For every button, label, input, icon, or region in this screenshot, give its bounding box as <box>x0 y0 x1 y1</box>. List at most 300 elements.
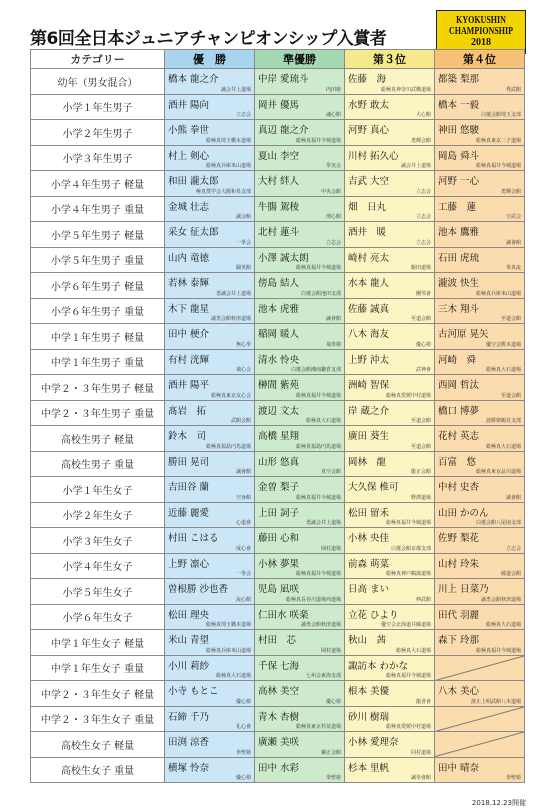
placement-cell <box>345 681 435 707</box>
table-row <box>31 757 525 783</box>
placement-cell <box>165 757 255 783</box>
athlete-name: 米山 青望 <box>168 635 210 646</box>
athlete-name: 田渕 涼香 <box>168 737 210 748</box>
placement-cell <box>255 732 345 758</box>
athlete-name: 都築 梨那 <box>438 74 480 85</box>
placement-cell <box>345 502 435 528</box>
category-cell: 小学３年生女子 <box>31 528 165 554</box>
athlete-name: 崎村 亮太 <box>348 252 390 264</box>
placement-cell <box>345 553 435 579</box>
athlete-name: 小林 夢果 <box>258 558 300 570</box>
placement-cell <box>345 120 435 146</box>
placement-cell <box>435 222 525 248</box>
placement-cell <box>255 502 345 528</box>
table-row <box>31 706 525 732</box>
athlete-name: 花村 英志 <box>438 431 480 442</box>
athlete-name: 北村 蓮斗 <box>258 227 300 238</box>
placement-cell <box>345 477 435 503</box>
table-row <box>31 69 525 95</box>
dojo-name: 総極真大石道場 <box>305 418 341 424</box>
placement-cell <box>165 222 255 248</box>
placement-cell <box>435 630 525 656</box>
athlete-name: 高橋 星翔 <box>258 431 300 442</box>
athlete-name: 村田 芯 <box>258 635 297 646</box>
dojo-name: 武神會 <box>415 367 431 373</box>
dojo-name: 誠会井上道場 <box>400 163 431 169</box>
placement-cell <box>165 145 255 171</box>
placement-cell <box>255 94 345 120</box>
table-row <box>31 171 525 197</box>
category-cell: 中学１年生女子 重量 <box>31 655 165 681</box>
placement-cell <box>435 196 525 222</box>
placement-cell <box>435 298 525 324</box>
dojo-name: 優空会熊本道場 <box>485 341 521 348</box>
placement-cell <box>255 196 345 222</box>
placement-cell <box>255 145 345 171</box>
dojo-name: 拳聖塾 <box>325 775 341 781</box>
athlete-name: 小林 愛理奈 <box>348 737 399 748</box>
dojo-name: 総極真福井今城道場 <box>295 265 341 271</box>
table-row <box>31 222 525 248</box>
placement-cell <box>345 757 435 783</box>
dojo-name: 魂心館 <box>325 112 341 118</box>
dojo-name: 優心塾 <box>325 698 341 705</box>
category-cell: 高校生女子 軽量 <box>31 732 165 758</box>
category-cell: 中学１年生女子 軽量 <box>31 630 165 656</box>
athlete-name: 青木 杏樹 <box>258 711 300 723</box>
placement-cell <box>435 528 525 554</box>
dojo-name: 総極真東京友心会 <box>210 392 251 399</box>
athlete-name: 諏訪本 わかな <box>348 660 409 672</box>
athlete-name: 真辺 龍之介 <box>258 125 309 136</box>
athlete-name: 金城 壮志 <box>168 201 210 213</box>
dojo-name: 総極真兵庫米山道場 <box>205 647 251 654</box>
dojo-name: 一拳会 <box>235 571 251 577</box>
placement-cell <box>165 681 255 707</box>
athlete-name: 川村 拓久心 <box>348 150 399 162</box>
dojo-name: 立志会 <box>415 188 431 195</box>
athlete-name: 日高 まい <box>348 584 390 595</box>
placement-cell <box>165 553 255 579</box>
category-cell: 中学１年生男子 軽量 <box>31 324 165 350</box>
athlete-name: 水野 敢太 <box>348 99 390 111</box>
dojo-name: 勇輝会館 <box>500 188 521 195</box>
table-row <box>31 120 525 146</box>
placement-cell <box>255 630 345 656</box>
dojo-name: 成心會 <box>235 545 251 552</box>
table-row <box>31 298 525 324</box>
dojo-name: 勇誠会井上道場 <box>215 290 251 297</box>
dojo-name: 総極真福島円馬道場 <box>205 443 251 450</box>
athlete-name: 岡林 龍 <box>348 456 387 468</box>
table-row <box>31 732 525 758</box>
placement-cell <box>165 349 255 375</box>
athlete-name: 岡井 優馬 <box>258 99 300 111</box>
table-row <box>31 655 525 681</box>
placement-cell <box>255 655 345 681</box>
event-date: 2018.12.23開催 <box>471 799 526 807</box>
athlete-name: 橋口 博夢 <box>438 405 480 417</box>
table-row <box>31 630 525 656</box>
athlete-name: 木下 龍星 <box>168 303 210 315</box>
dojo-name: 総極真埼玉橋本道場 <box>205 137 251 144</box>
table-row <box>31 324 525 350</box>
table-row <box>31 681 525 707</box>
placement-cell <box>255 324 345 350</box>
dojo-name: 総極真福井今城道場 <box>295 137 341 144</box>
category-cell: 中学２・３年生男子 軽量 <box>31 375 165 401</box>
table-row <box>31 145 525 171</box>
placement-cell <box>255 681 345 707</box>
placement-cell <box>165 706 255 732</box>
athlete-name: 池本 虎雅 <box>258 303 300 315</box>
athlete-name: 中岸 愛琉斗 <box>258 74 309 85</box>
athlete-name: 牛膓 駕稜 <box>258 201 300 213</box>
placement-cell <box>165 528 255 554</box>
athlete-name: 河野 真心 <box>348 125 390 136</box>
athlete-name: 杉本 里帆 <box>348 762 390 774</box>
placement-cell <box>345 426 435 452</box>
header-runner-up: 準優勝 <box>255 50 345 69</box>
category-cell: 小学１年生男子 <box>31 94 165 120</box>
placement-cell <box>435 426 525 452</box>
athlete-name: 佐野 梨花 <box>438 533 480 544</box>
dojo-name: 岡村道場 <box>320 545 341 552</box>
athlete-name: 石締 千乃 <box>168 711 210 723</box>
dojo-name: 立志会 <box>325 239 341 246</box>
athlete-name: 清水 怜央 <box>258 354 300 366</box>
placement-cell <box>255 375 345 401</box>
category-cell: 小学６年生男子 軽量 <box>31 273 165 299</box>
dojo-name: 飛拳塾 <box>325 341 341 348</box>
placement-cell <box>255 553 345 579</box>
placement-cell <box>165 579 255 605</box>
dojo-name: 武館会館 <box>230 418 251 424</box>
table-row <box>31 528 525 554</box>
athlete-name: 橋本 龍之介 <box>168 74 219 85</box>
athlete-name: 田中 水彩 <box>258 762 300 774</box>
dojo-name: 同村道場 <box>410 749 431 756</box>
dojo-name: 勇輝会館 <box>410 137 431 144</box>
header-fourth-place: 第４位 <box>435 50 525 69</box>
placement-cell <box>345 349 435 375</box>
dojo-name: 総極真福井今城道場 <box>295 494 341 501</box>
category-cell: 小学２年生女子 <box>31 502 165 528</box>
athlete-name: 吉武 大空 <box>348 176 390 187</box>
dojo-name: 立志会 <box>415 214 431 220</box>
athlete-name: 佐藤 誠真 <box>348 303 390 315</box>
dojo-name: 誠会館 <box>235 214 251 220</box>
category-cell: 小学４年生男子 軽量 <box>31 171 165 197</box>
dojo-name: 総極真大石道場 <box>485 367 521 373</box>
table-row <box>31 400 525 426</box>
athlete-name: 河野 一心 <box>438 176 480 187</box>
dojo-name: 中央会館 <box>320 188 341 195</box>
placement-cell <box>435 553 525 579</box>
table-row <box>31 247 525 273</box>
dojo-name: 総極真兵庫米山道場 <box>205 163 251 169</box>
athlete-name: 立花 ひより <box>348 609 399 621</box>
dojo-name: 総極真神戸鶴蒲道場 <box>385 571 431 577</box>
dojo-name: 総極真大石道場 <box>485 443 521 450</box>
placement-cell <box>165 655 255 681</box>
placement-cell <box>435 247 525 273</box>
athlete-name: 西岡 哲汰 <box>438 380 480 391</box>
placement-cell <box>165 732 255 758</box>
placement-cell <box>435 324 525 350</box>
dojo-name: 無心拳 <box>235 341 251 348</box>
placement-cell <box>345 196 435 222</box>
dojo-name: 流心館 <box>235 596 251 603</box>
table-row <box>31 426 525 452</box>
placement-cell <box>255 247 345 273</box>
dojo-name: 総極真福井今城道場 <box>475 647 521 654</box>
placement-cell <box>345 400 435 426</box>
placement-cell <box>435 579 525 605</box>
vacant-slash-icon <box>435 656 524 681</box>
category-cell: 小学５年生男子 重量 <box>31 247 165 273</box>
dojo-name: 総極真東京二子道場 <box>475 137 521 144</box>
placement-cell <box>435 375 525 401</box>
dojo-name: 総極真長谷川道場西道場 <box>285 596 341 603</box>
dojo-name: 総極真兵庫米山道場 <box>475 290 521 297</box>
dojo-name: 誠會館 <box>505 239 521 246</box>
logo-line-1: KYOKUSHIN <box>456 15 506 26</box>
category-cell: 小学３年生男子 <box>31 145 165 171</box>
placement-cell <box>345 145 435 171</box>
placement-cell <box>165 451 255 477</box>
category-cell: 中学２・３年生女子 重量 <box>31 706 165 732</box>
dojo-name: 総極真大石道場 <box>215 673 251 679</box>
dojo-name: 立志会 <box>505 545 521 552</box>
athlete-name: 酒井 陽向 <box>168 99 210 111</box>
table-row <box>31 604 525 630</box>
dojo-name: 勇誠会井上道場 <box>305 520 341 526</box>
placement-cell <box>435 477 525 503</box>
table-row <box>31 451 525 477</box>
category-cell: 小学２年生男子 <box>31 120 165 146</box>
athlete-name: 酒井 陽平 <box>168 380 210 391</box>
table-row <box>31 579 525 605</box>
dojo-name: 総極真福井今城道場 <box>385 520 431 526</box>
athlete-name: 橋本 一毅 <box>438 99 480 111</box>
dojo-name: 礼心會 <box>235 724 251 730</box>
athlete-name: 大久保 椎可 <box>348 482 399 493</box>
placement-cell <box>345 528 435 554</box>
dojo-name: 総極真福井今城道場 <box>385 673 431 679</box>
placement-cell <box>165 273 255 299</box>
logo-line-3: 2018 <box>471 37 491 48</box>
placement-cell <box>435 655 525 681</box>
category-cell: 小学４年生男子 重量 <box>31 196 165 222</box>
athlete-name: 稲岡 暖人 <box>258 329 300 340</box>
dojo-name: 総極真福島円馬道場 <box>295 443 341 450</box>
placement-cell <box>165 477 255 503</box>
athlete-name: 鈴木 司 <box>168 431 207 442</box>
placement-cell <box>255 222 345 248</box>
dojo-name: 極真奨学会大阪和泉支部 <box>195 188 251 195</box>
category-cell: 幼年（男女混合） <box>31 69 165 95</box>
athlete-name: 佐藤 海 <box>348 74 387 85</box>
dojo-name: 総極真愛媛中村道場 <box>385 392 431 399</box>
athlete-name: 砂川 樹瑞 <box>348 711 390 723</box>
athlete-name: 根本 美優 <box>348 686 390 697</box>
placement-cell <box>165 69 255 95</box>
dojo-name: 至道会館 <box>500 392 521 399</box>
table-row <box>31 375 525 401</box>
placement-cell <box>165 298 255 324</box>
placement-cell <box>345 273 435 299</box>
athlete-name: 上田 詞子 <box>258 507 300 519</box>
results-table <box>30 49 525 783</box>
athlete-name: 廣瀬 美咲 <box>258 737 300 748</box>
athlete-name: 横塚 怜奈 <box>168 762 210 774</box>
athlete-name: 水本 龍人 <box>348 278 390 289</box>
placement-cell <box>345 655 435 681</box>
athlete-name: 八木 美心 <box>438 686 480 697</box>
athlete-name: 田中 晴奈 <box>438 762 480 774</box>
placement-cell <box>255 706 345 732</box>
dojo-name: 龍者會 <box>415 698 431 705</box>
dojo-name: 至道会館 <box>410 316 431 322</box>
athlete-name: 児島 凪咲 <box>258 584 300 595</box>
athlete-name: 千保 七海 <box>258 660 300 672</box>
athlete-name: 小川 莉紗 <box>168 660 210 672</box>
athlete-name: 上野 沖太 <box>348 354 390 366</box>
dojo-name: 秀武館 <box>505 86 521 93</box>
athlete-name: 榊間 紫苑 <box>258 380 300 391</box>
dojo-name: 誠会井上道場 <box>220 86 251 93</box>
placement-cell <box>165 426 255 452</box>
athlete-name: 八木 海友 <box>348 329 390 340</box>
table-row <box>31 477 525 503</box>
placement-cell <box>345 222 435 248</box>
athlete-name: 勝田 晃司 <box>168 456 210 468</box>
dojo-name: 拳真流 <box>505 265 521 271</box>
athlete-name: 夏山 李空 <box>258 150 300 162</box>
dojo-name: 誠會館 <box>235 469 251 475</box>
vacant-slash-icon <box>435 732 524 757</box>
dojo-name: 立志会 <box>415 239 431 246</box>
dojo-name: 優心塾 <box>415 341 431 348</box>
vacant-slash-icon <box>435 707 524 732</box>
dojo-name: 波勝塾鶴見支部 <box>485 418 521 424</box>
dojo-name: 優空会北海道井藤道場 <box>380 622 431 628</box>
dojo-name: 岡村道場 <box>320 647 341 654</box>
category-cell: 中学２・３年生女子 軽量 <box>31 681 165 707</box>
placement-cell <box>165 375 255 401</box>
placement-cell <box>165 171 255 197</box>
athlete-name: 岸 蔵之介 <box>348 405 390 417</box>
dojo-name: 鋼正会館 <box>320 749 341 756</box>
dojo-name: 至道会館 <box>410 418 431 424</box>
dojo-name: 空身館 <box>235 494 251 501</box>
dojo-name: 伸武館 <box>415 596 431 603</box>
dojo-name: 白蓮会館八尾南支部 <box>475 520 521 526</box>
dojo-name: 総極真福井今城道場 <box>295 571 341 577</box>
athlete-name: 河崎 舜 <box>438 354 477 366</box>
dojo-name: 優心塾 <box>235 775 251 781</box>
placement-cell <box>165 94 255 120</box>
athlete-name: 前森 萌菜 <box>348 558 390 570</box>
dojo-name: 総極真福井今城道場 <box>475 163 521 169</box>
table-header-row <box>31 50 525 69</box>
placement-cell <box>435 349 525 375</box>
dojo-name: 総極真福井今城道場 <box>295 392 341 399</box>
dojo-name: 総極真愛媛中村道場 <box>385 724 431 730</box>
category-cell: 小学６年生男子 重量 <box>31 298 165 324</box>
placement-cell <box>165 120 255 146</box>
placement-cell <box>165 196 255 222</box>
athlete-name: 洲崎 智保 <box>348 380 390 391</box>
dojo-name: 拳実会 <box>325 163 341 169</box>
athlete-name: 小澤 誠太朗 <box>258 252 309 264</box>
dojo-name: 一拳会 <box>235 239 251 246</box>
dojo-name: 至道会館 <box>410 443 431 450</box>
placement-cell <box>345 604 435 630</box>
dojo-name: 総極真東京品川道場 <box>475 469 521 475</box>
athlete-name: 工藤 蓮 <box>438 201 477 213</box>
dojo-name: 誠勇会館秋津道場 <box>210 316 251 322</box>
placement-cell <box>345 171 435 197</box>
athlete-name: 小寺 もとこ <box>168 686 219 697</box>
dojo-name: 拳聖塾 <box>505 775 521 781</box>
athlete-name: 山内 竜徳 <box>168 252 210 264</box>
athlete-name: 曽根勝 沙也香 <box>168 584 229 595</box>
category-cell: 高校生男子 軽量 <box>31 426 165 452</box>
placement-cell <box>345 247 435 273</box>
placement-cell <box>165 630 255 656</box>
dojo-name: 総極真東京杉並道場 <box>295 724 341 730</box>
table-row <box>31 349 525 375</box>
championship-logo <box>436 10 526 54</box>
placement-cell <box>255 69 345 95</box>
dojo-name: 誠會館 <box>505 494 521 501</box>
athlete-name: 石田 虎琉 <box>438 252 480 264</box>
placement-cell <box>255 426 345 452</box>
athlete-name: 池本 鷹雅 <box>438 227 480 238</box>
dojo-name: 総極真大石道場 <box>485 622 521 628</box>
placement-cell <box>255 273 345 299</box>
dojo-name: 心道會 <box>235 520 251 526</box>
athlete-name: 山田 かのん <box>438 507 489 519</box>
dojo-name: 波止上明武館八木道場 <box>470 698 521 705</box>
athlete-name: 大村 絆人 <box>258 176 300 187</box>
placement-cell <box>435 681 525 707</box>
dojo-name: 大心館 <box>415 112 431 118</box>
athlete-name: 神田 悠駿 <box>438 125 480 136</box>
category-cell: 小学４年生女子 <box>31 553 165 579</box>
athlete-name: 廣田 葵生 <box>348 431 390 442</box>
dojo-name: 総極真埼玉橋本道場 <box>205 622 251 628</box>
placement-cell <box>255 171 345 197</box>
athlete-name: 村上 剣心 <box>168 150 210 162</box>
dojo-name: 飛心会 <box>235 367 251 373</box>
page-title: 第6回全日本ジュニアチャンピオンシップ入賞者 <box>30 29 387 49</box>
placement-cell <box>435 69 525 95</box>
dojo-name: 破道会館 <box>500 571 521 577</box>
athlete-name: 仁田水 咲楽 <box>258 609 309 621</box>
placement-cell <box>255 757 345 783</box>
athlete-name: 森下 玲那 <box>438 635 480 646</box>
category-cell: 中学２・３年生男子 重量 <box>31 400 165 426</box>
dojo-name: 真空会館 <box>320 469 341 475</box>
dojo-name: 野澤道場 <box>410 494 431 501</box>
placement-cell <box>435 400 525 426</box>
placement-cell <box>255 120 345 146</box>
placement-cell <box>345 298 435 324</box>
category-cell: 中学１年生男子 重量 <box>31 349 165 375</box>
